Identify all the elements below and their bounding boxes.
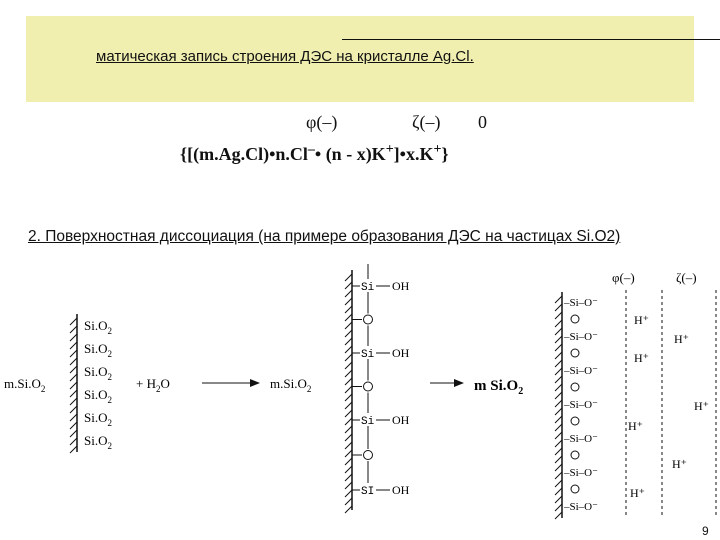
- reaction-arrowhead-2: [454, 379, 464, 387]
- hatch-mark: [70, 398, 77, 405]
- hatch-mark: [555, 440, 562, 447]
- surface-group-label: $Si.O_2$: [84, 318, 112, 336]
- surface-si-o-group: –Si–O⁻: [564, 501, 598, 513]
- hatch-mark: [345, 378, 352, 385]
- hatch-mark: [345, 330, 352, 337]
- hatch-mark: [345, 290, 352, 297]
- bridge-oxygen: [571, 451, 579, 459]
- hatch-mark: [345, 370, 352, 377]
- formula-zeta-label: ζ(–): [412, 112, 441, 132]
- hatch-mark: [345, 442, 352, 449]
- hatch-mark: [345, 298, 352, 305]
- hatch-mark: [555, 352, 562, 359]
- hatch-mark: [555, 496, 562, 503]
- hatch-mark: [555, 344, 562, 351]
- reactant-label: $m.Si.O_2$: [4, 376, 46, 394]
- surface-group-label: $Si.O_2$: [84, 387, 112, 405]
- hatch-mark: [555, 304, 562, 311]
- surface-group-label: $Si.O_2$: [84, 410, 112, 428]
- hatched-surface-1: [70, 314, 77, 453]
- bridge-oxygen: [571, 315, 579, 323]
- bridge-oxygen: [571, 485, 579, 493]
- bridge-oxygen: [364, 451, 373, 460]
- surface-si-o-group: –Si–O⁻: [564, 297, 598, 309]
- hatch-mark: [555, 400, 562, 407]
- hatch-mark: [70, 430, 77, 437]
- hatch-mark: [555, 328, 562, 335]
- hatch-mark: [555, 312, 562, 319]
- section-heading: 2. Поверхностная диссоциация (на примере образования ДЭС на частицах Si.O2): [28, 228, 621, 245]
- hatch-mark: [345, 474, 352, 481]
- hatch-mark: [345, 394, 352, 401]
- hatch-mark: [70, 318, 77, 325]
- hatch-mark: [555, 384, 562, 391]
- reaction-arrowhead-1: [250, 379, 260, 387]
- hatch-mark: [70, 422, 77, 429]
- hatch-mark: [555, 416, 562, 423]
- hatch-mark: [70, 414, 77, 421]
- hatch-mark: [555, 392, 562, 399]
- slide-title: матическая запись строения ДЭС на кристалле Ag.Cl.: [96, 48, 474, 65]
- hatch-mark: [345, 466, 352, 473]
- hatch-mark: [555, 368, 562, 375]
- hatch-mark: [345, 354, 352, 361]
- hatch-mark: [555, 320, 562, 327]
- hydrogen-ion: H⁺: [634, 313, 649, 327]
- hydrogen-ion: H⁺: [634, 351, 649, 365]
- hatch-mark: [70, 446, 77, 453]
- surface-labels: [84, 318, 112, 451]
- bridge-oxygen: [364, 315, 373, 324]
- hatch-mark: [345, 282, 352, 289]
- surface-si-o-group: –Si–O⁻: [564, 467, 598, 479]
- hatch-mark: [345, 482, 352, 489]
- hatch-mark: [345, 362, 352, 369]
- hatch-mark: [555, 424, 562, 431]
- surface-si-o-group: –Si–O⁻: [564, 331, 598, 343]
- hatch-mark: [70, 406, 77, 413]
- hatch-mark: [555, 464, 562, 471]
- hatch-mark: [70, 342, 77, 349]
- hydrogen-ion: H⁺: [672, 457, 687, 471]
- hatch-mark: [345, 306, 352, 313]
- hatch-mark: [555, 376, 562, 383]
- hatch-mark: [345, 386, 352, 393]
- hatch-mark: [70, 390, 77, 397]
- hatch-mark: [555, 504, 562, 511]
- hydroxylated-surface-chain: [352, 264, 410, 498]
- hatch-mark: [70, 374, 77, 381]
- product-label: $m.Si.O_2$: [270, 376, 312, 394]
- hatch-mark: [345, 458, 352, 465]
- ionized-surface-chain: [563, 297, 598, 513]
- formula-zero-label: 0: [478, 112, 487, 132]
- hydroxyl-group: OH: [392, 483, 410, 497]
- hatch-mark: [555, 296, 562, 303]
- hydroxyl-group: OH: [392, 413, 410, 427]
- formula-part-1: {[(m.Ag.Cl)•n.Cl: [180, 144, 308, 164]
- hatch-mark: [555, 432, 562, 439]
- water-label: + $H_2O$: [136, 376, 170, 394]
- hatch-mark: [345, 490, 352, 497]
- surface-group-label: $Si.O_2$: [84, 433, 112, 451]
- hydrogen-ion: H⁺: [630, 486, 645, 500]
- result-label: m $Si.O_2$: [474, 378, 524, 397]
- des-phi-label: φ(–): [612, 270, 635, 285]
- hydrogen-ion: H⁺: [694, 399, 709, 413]
- hatch-mark: [345, 426, 352, 433]
- surface-si-o-group: –Si–O⁻: [564, 399, 598, 411]
- hatch-mark: [555, 480, 562, 487]
- hatch-mark: [555, 472, 562, 479]
- hatch-mark: [70, 382, 77, 389]
- formula-charge-2: +: [385, 142, 394, 157]
- hydroxyl-group: OH: [392, 279, 410, 293]
- hatch-mark: [70, 350, 77, 357]
- hatch-mark: [345, 274, 352, 281]
- surface-si-o-group: –Si–O⁻: [564, 433, 598, 445]
- bridge-oxygen: [571, 417, 579, 425]
- hatch-mark: [555, 408, 562, 415]
- hatch-mark: [555, 512, 562, 519]
- hatch-mark: [345, 506, 352, 513]
- hatched-surface-3: [555, 292, 562, 519]
- surface-group-label: $Si.O_2$: [84, 364, 112, 382]
- hydrogen-ion: H⁺: [674, 332, 689, 346]
- hatch-mark: [345, 410, 352, 417]
- hatch-mark: [345, 338, 352, 345]
- hatch-mark: [70, 438, 77, 445]
- surface-group-label: $Si.O_2$: [84, 341, 112, 359]
- silicon-atom: Si: [361, 349, 375, 361]
- hydroxyl-group: OH: [392, 346, 410, 360]
- silicon-atom: SI: [361, 486, 375, 498]
- formula-charge-3: +: [433, 142, 442, 157]
- formula-part-4: }: [441, 144, 449, 164]
- hatch-mark: [345, 434, 352, 441]
- hatch-mark: [70, 366, 77, 373]
- counter-ions: [628, 313, 709, 500]
- formula-phi-label: φ(–): [306, 112, 338, 132]
- hatch-mark: [70, 326, 77, 333]
- silicon-atom: Si: [361, 416, 375, 428]
- hatch-mark: [345, 346, 352, 353]
- hatched-surface-2: [345, 270, 352, 513]
- bridge-oxygen: [364, 382, 373, 391]
- hatch-mark: [555, 336, 562, 343]
- formula-part-2: • (n - x)K: [314, 144, 386, 164]
- formula-charge-1: –: [307, 142, 315, 157]
- hatch-mark: [345, 322, 352, 329]
- bridge-oxygen: [571, 383, 579, 391]
- bridge-oxygen: [571, 349, 579, 357]
- hatch-mark: [345, 418, 352, 425]
- hatch-mark: [345, 402, 352, 409]
- hatch-mark: [555, 456, 562, 463]
- hatch-mark: [555, 360, 562, 367]
- hatch-mark: [70, 334, 77, 341]
- des-zeta-label: ζ(–): [676, 270, 697, 285]
- hatch-mark: [345, 314, 352, 321]
- formula-part-3: ]•x.K: [393, 144, 434, 164]
- silicon-atom: Si: [361, 282, 375, 294]
- hydrogen-ion: H⁺: [628, 419, 643, 433]
- surface-si-o-group: –Si–O⁻: [564, 365, 598, 377]
- hatch-mark: [345, 498, 352, 505]
- page-number: 9: [702, 524, 709, 538]
- hatch-mark: [345, 450, 352, 457]
- hatch-mark: [555, 448, 562, 455]
- hatch-mark: [70, 358, 77, 365]
- hatch-mark: [555, 488, 562, 495]
